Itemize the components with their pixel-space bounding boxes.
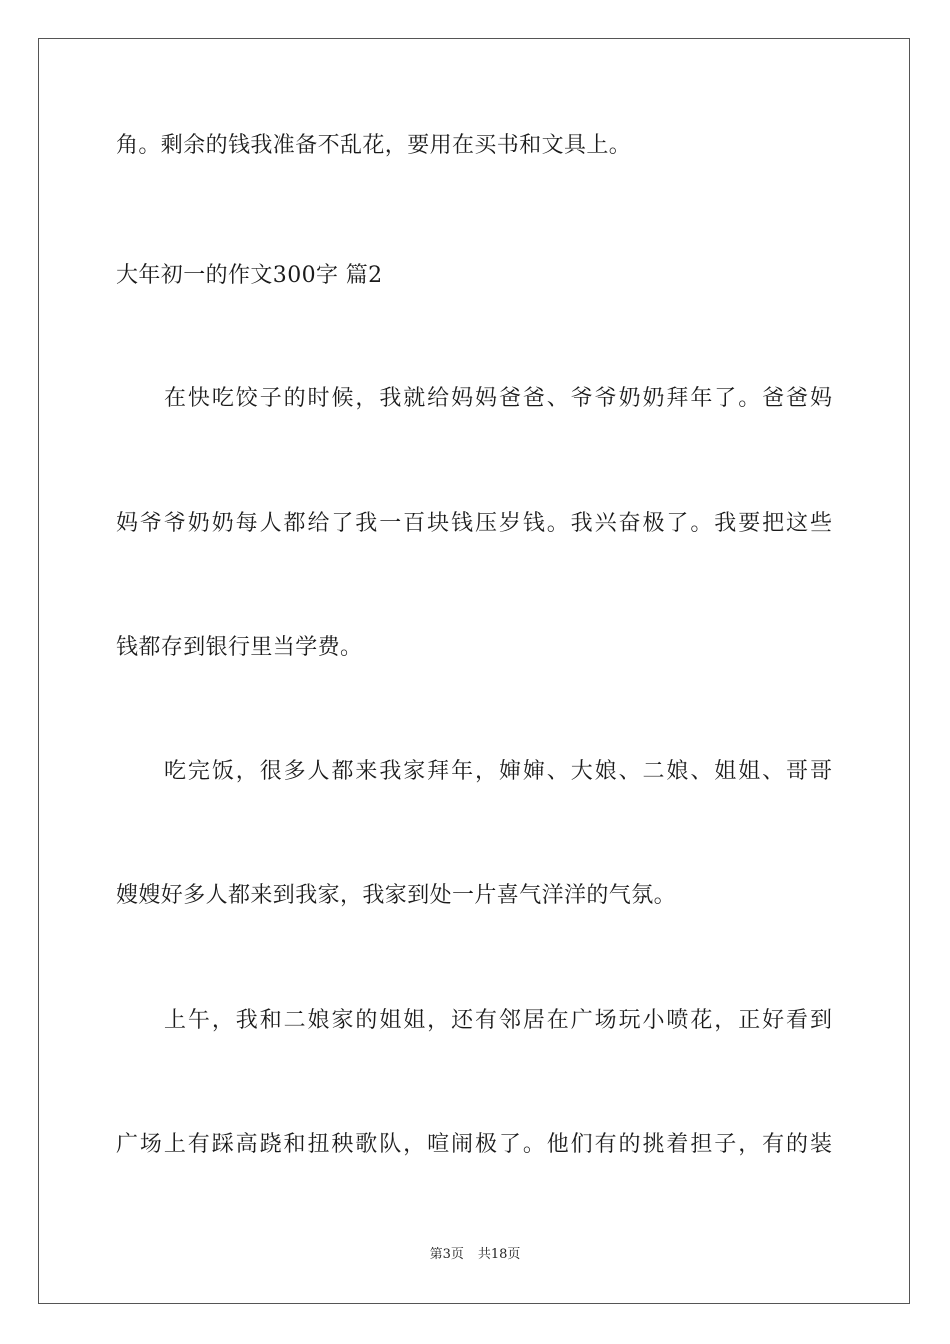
- paragraph-line: 嫂嫂好多人都来到我家，我家到处一片喜气洋洋的气氛。: [116, 883, 677, 908]
- page-number: 第3页: [429, 1247, 464, 1262]
- paragraph-line: 吃完饭，很多人都来我家拜年，婶婶、大娘、二娘、姐姐、哥哥: [164, 759, 832, 784]
- page-border: [38, 38, 910, 1304]
- paragraph-line: 上午，我和二娘家的姐姐，还有邻居在广场玩小喷花，正好看到: [164, 1008, 832, 1033]
- paragraph-line: 妈爷爷奶奶每人都给了我一百块钱压岁钱。我兴奋极了。我要把这些: [116, 511, 832, 536]
- paragraph-line: 在快吃饺子的时候，我就给妈妈爸爸、爷爷奶奶拜年了。爸爸妈: [164, 386, 832, 411]
- paragraph-line: 广场上有踩高跷和扭秧歌队，喧闹极了。他们有的挑着担子，有的装: [116, 1132, 832, 1157]
- paragraph-line: 钱都存到银行里当学费。: [116, 635, 363, 660]
- page-footer: [0, 1246, 950, 1264]
- paragraph-line: 角。剩余的钱我准备不乱花，要用在买书和文具上。: [116, 133, 632, 158]
- section-heading: 大年初一的作文300字 篇2: [116, 263, 383, 288]
- total-pages: 共18页: [477, 1247, 521, 1262]
